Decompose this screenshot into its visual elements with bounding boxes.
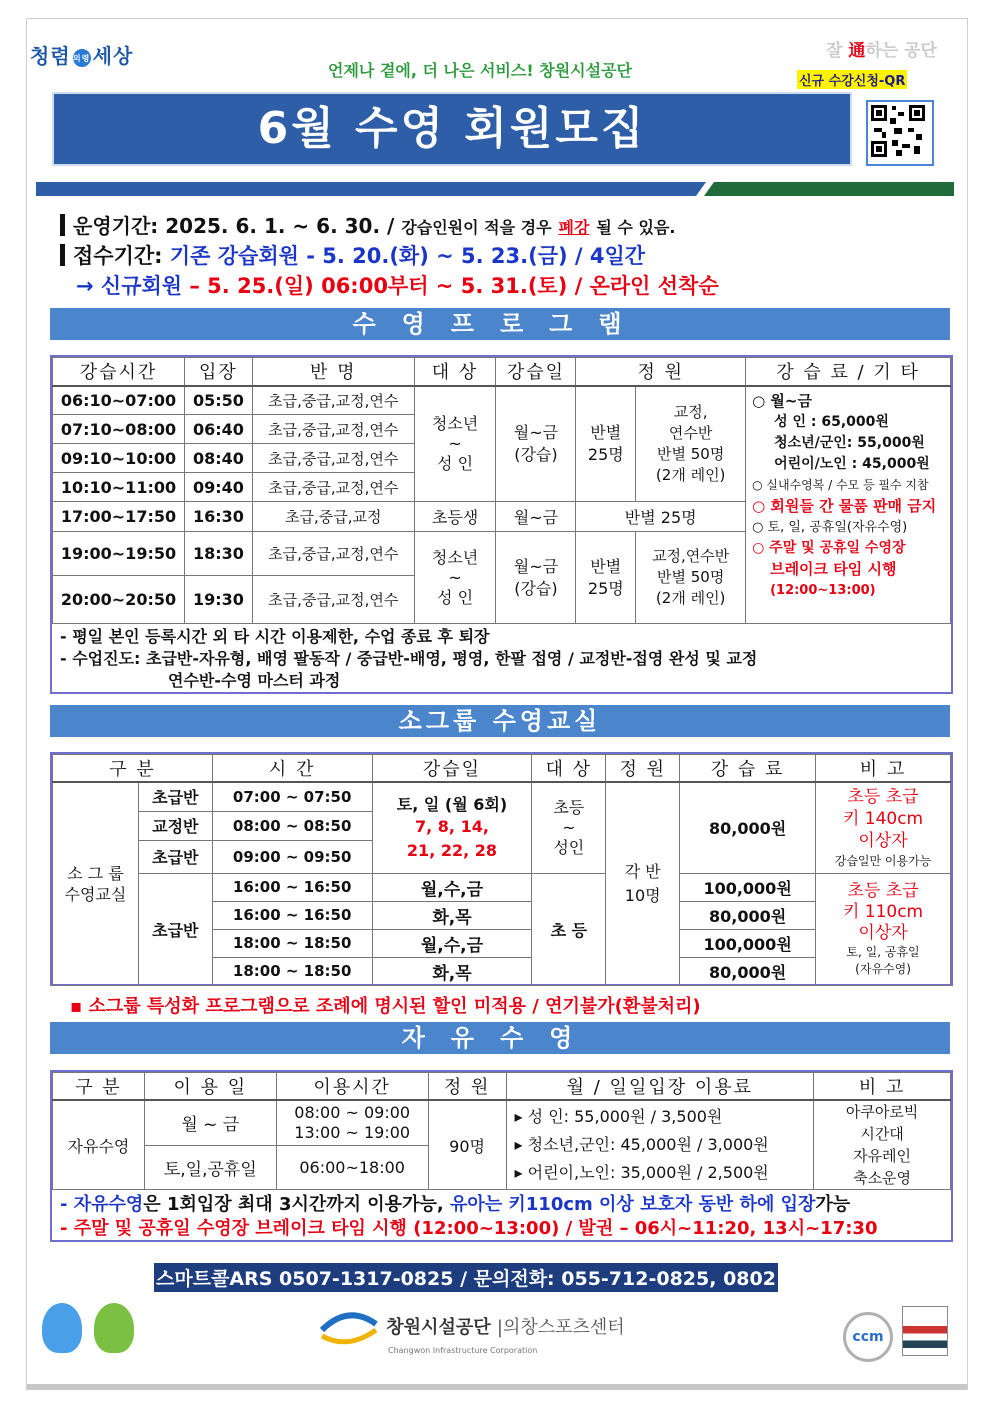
remark-cell: 초등 초급 키 140cm 이상자 강습일만 이용가능 — [816, 782, 951, 873]
header-time: 이용시간 — [276, 1073, 428, 1101]
title-banner — [52, 92, 852, 166]
qr-label: 신규 수강신청-QR — [797, 70, 907, 89]
days-cell: 월,수,금 — [372, 929, 532, 957]
class-cell: 초급반 — [138, 840, 212, 873]
contact-info: 스마트콜ARS 0507-1317-0825 / 문의전화: 055-712-0825, 0802 — [154, 1263, 778, 1292]
class-cell: 교정반 — [138, 811, 212, 840]
row-class: 초급,중급,교정,연수 — [252, 415, 414, 444]
slogan: 언제나 곁에, 더 나은 서비스! 창원시설공단 — [328, 61, 632, 80]
fee-cell: ○ 월~금 성 인 : 65,000원 청소년/군인: 55,000원 어린이/노인 : 45,000원 ○ 실내수영복 / 수모 등 필수 지참 ○ 회원들 간 물품 판매 금지 ○ 토, 일, 공휴일(자유수영) ○ 주말 및 공휴일 수영장 브레이크 타임 시행 (12:00~13:00) — [746, 386, 951, 624]
capacity-note-cell: 교정, 연수반 반별 50명 (2개 레인) — [636, 386, 746, 502]
days-cell: 월 ~ 금 — [144, 1100, 276, 1145]
section-title-free-swim: 자유수영 — [50, 1022, 950, 1054]
header-capacity: 정 원 — [576, 358, 746, 386]
target-cell: 초등생 — [414, 502, 496, 532]
free-swim-notes: - 자유수영은 1회입장 최대 3시간까지 이용가능, 유아는 키110cm 이상 보호자 동반 하에 입장가능 - 주말 및 공휴일 수영장 브레이크 타임 시행 (12:00~13:00) / 발권 – 06시~11:20, 13시~17:30 — [60, 1194, 878, 1239]
new-member-line: → 신규회원 – 5. 25.(일) 06:00부터 ~ 5. 31.(토) / 온라인 선착순 — [76, 274, 719, 298]
time-cell: 18:00 ~ 18:50 — [212, 957, 372, 985]
qr-code-icon[interactable] — [866, 100, 934, 166]
ccm-badge-icon: ccm — [843, 1312, 893, 1362]
capacity-note-cell: 교정,연수반 반별 50명 (2개 레인) — [636, 532, 746, 624]
row-entry: 09:40 — [184, 473, 252, 502]
capacity-cell: 각 반 10명 — [606, 782, 680, 985]
days-cell: 화,목 — [372, 957, 532, 985]
time-cell: 16:00 ~ 16:50 — [212, 901, 372, 929]
row-class: 초급,중급,교정,연수 — [252, 473, 414, 502]
days-cell: 토, 일 (월 6회) 7, 8, 14, 21, 22, 28 — [372, 782, 532, 873]
row-time: 20:00~20:50 — [53, 576, 185, 624]
time-cell: 07:00 ~ 07:50 — [212, 782, 372, 811]
class-cell: 초급반 — [138, 873, 212, 985]
header-class: 반 명 — [252, 358, 414, 386]
capacity-cell: 반별 25명 — [576, 502, 746, 532]
fee-cell: 100,000원 — [680, 929, 816, 957]
certification-icon — [902, 1306, 948, 1356]
period-line: 운영기간: 2025. 6. 1. ~ 6. 30. / 강습인원이 적을 경우 폐강 될 수 있음. — [60, 210, 675, 239]
remark-cell: 아쿠아로빅 시간대 자유레인 축소운영 — [814, 1100, 951, 1190]
program-notes: - 평일 본인 등록시간 외 타 시간 이용제한, 수업 종료 후 퇴장 - 수업진도: 초급반-자유형, 배영 팔동작 / 중급반-배영, 평영, 한팔 접영 / 교정반-접영 완성 및 교정 연수반-수영 마스터 과정 — [60, 627, 758, 690]
row-class: 초급,중급,교정,연수 — [252, 532, 414, 576]
capacity-cell: 90명 — [428, 1100, 506, 1190]
time-cell: 09:00 ~ 09:50 — [212, 840, 372, 873]
row-entry: 16:30 — [184, 502, 252, 532]
org-emblem-icon — [318, 1310, 380, 1346]
small-group-table — [52, 754, 951, 986]
fee-cell: ▸ 성 인: 55,000원 / 3,500원 ▸ 청소년,군인: 45,000원 / 3,000원 ▸ 어린이,노인: 35,000원 / 2,500원 — [506, 1100, 814, 1190]
section-title-program: 수영프로그램 — [50, 308, 950, 340]
time-cell: 08:00 ~ 08:50 — [212, 811, 372, 840]
target-cell: 청소년 ~ 성 인 — [414, 386, 496, 502]
header-entry: 입장 — [184, 358, 252, 386]
small-group-warning: ▪ 소그룹 특성화 프로그램으로 조례에 명시된 할인 미적용 / 연기불가(환불처리) — [70, 996, 701, 1017]
days-cell: 토,일,공휴일 — [144, 1145, 276, 1189]
days-cell: 월~금 (강습) — [496, 532, 576, 624]
reception-line: 접수기간: 기존 강습회원 - 5. 20.(화) ~ 5. 23.(금) / 4일간 — [60, 240, 645, 270]
time-cell: 06:00~18:00 — [276, 1145, 428, 1189]
integrity-logo: 청렴 의령 세상 — [30, 44, 134, 68]
header-division: 구 분 — [53, 1073, 145, 1101]
header-fee: 강 습 료 / 기 타 — [746, 358, 951, 386]
page-title: 6월 수영 회원모집 — [257, 103, 647, 154]
header-days: 강습일 — [496, 358, 576, 386]
class-cell: 초급반 — [138, 782, 212, 811]
mascot-icon — [42, 1303, 82, 1353]
row-time: 19:00~19:50 — [53, 532, 185, 576]
header-fee: 강 습 료 — [680, 755, 816, 783]
row-entry: 05:50 — [184, 386, 252, 415]
row-class: 초급,중급,교정,연수 — [252, 576, 414, 624]
fee-cell: 80,000원 — [680, 901, 816, 929]
fee-cell: 80,000원 — [680, 957, 816, 985]
header-capacity: 정 원 — [606, 755, 680, 783]
row-time: 17:00~17:50 — [53, 502, 185, 532]
row-entry: 08:40 — [184, 444, 252, 473]
header-capacity: 정 원 — [428, 1073, 506, 1101]
free-swim-label: 자유수영 — [53, 1100, 145, 1190]
days-cell: 월,수,금 — [372, 873, 532, 901]
capacity-cell: 반별 25명 — [576, 386, 636, 502]
header-time: 강습시간 — [53, 358, 185, 386]
header-division: 구 분 — [53, 755, 213, 783]
header-target: 대 상 — [414, 358, 496, 386]
fee-cell: 100,000원 — [680, 873, 816, 901]
row-time: 07:10~08:00 — [53, 415, 185, 444]
target-cell: 초 등 — [532, 873, 606, 985]
bullet-bar-icon — [60, 244, 65, 266]
tag-logo: 잘 通하는 공단 — [826, 41, 937, 61]
time-cell: 16:00 ~ 16:50 — [212, 873, 372, 901]
row-class: 초급,중급,교정,연수 — [252, 444, 414, 473]
mascot-icon — [94, 1303, 134, 1353]
fee-cell: 80,000원 — [680, 782, 816, 873]
capacity-cell: 반별 25명 — [576, 532, 636, 624]
section-title-small-group: 소그룹 수영교실 — [50, 705, 950, 737]
row-time: 09:10~10:00 — [53, 444, 185, 473]
days-cell: 화,목 — [372, 901, 532, 929]
bullet-bar-icon — [60, 214, 65, 236]
days-cell: 월~금 (강습) — [496, 386, 576, 502]
row-time: 10:10~11:00 — [53, 473, 185, 502]
time-cell: 18:00 ~ 18:50 — [212, 929, 372, 957]
free-swim-table — [52, 1072, 951, 1190]
remark-cell: 초등 초급 키 110cm 이상자 토, 일, 공휴일 (자유수영) — [816, 873, 951, 985]
header-days: 강습일 — [372, 755, 532, 783]
row-entry: 18:30 — [184, 532, 252, 576]
row-time: 06:10~07:00 — [53, 386, 185, 415]
header-target: 대 상 — [532, 755, 606, 783]
program-table — [52, 357, 951, 624]
row-entry: 19:30 — [184, 576, 252, 624]
header-remark: 비 고 — [816, 755, 951, 783]
target-cell: 초등 ~ 성인 — [532, 782, 606, 873]
target-cell: 청소년 ~ 성 인 — [414, 532, 496, 624]
header-time: 시 간 — [212, 755, 372, 783]
row-class: 초급,중급,교정,연수 — [252, 386, 414, 415]
header-fee: 월 / 일일입장 이용료 — [506, 1073, 814, 1101]
header-remark: 비 고 — [814, 1073, 951, 1101]
header-days: 이 용 일 — [144, 1073, 276, 1101]
row-class: 초급,중급,교정 — [252, 502, 414, 532]
decorative-stripe — [36, 182, 954, 196]
days-cell: 월~금 — [496, 502, 576, 532]
row-entry: 06:40 — [184, 415, 252, 444]
group-label-cell: 소 그 룹 수영교실 — [53, 782, 139, 985]
org-logo: 창원시설공단 |의창스포츠센터 Changwon Infrastructure Corporation — [318, 1310, 625, 1355]
time-cell: 08:00 ~ 09:00 13:00 ~ 19:00 — [276, 1100, 428, 1145]
